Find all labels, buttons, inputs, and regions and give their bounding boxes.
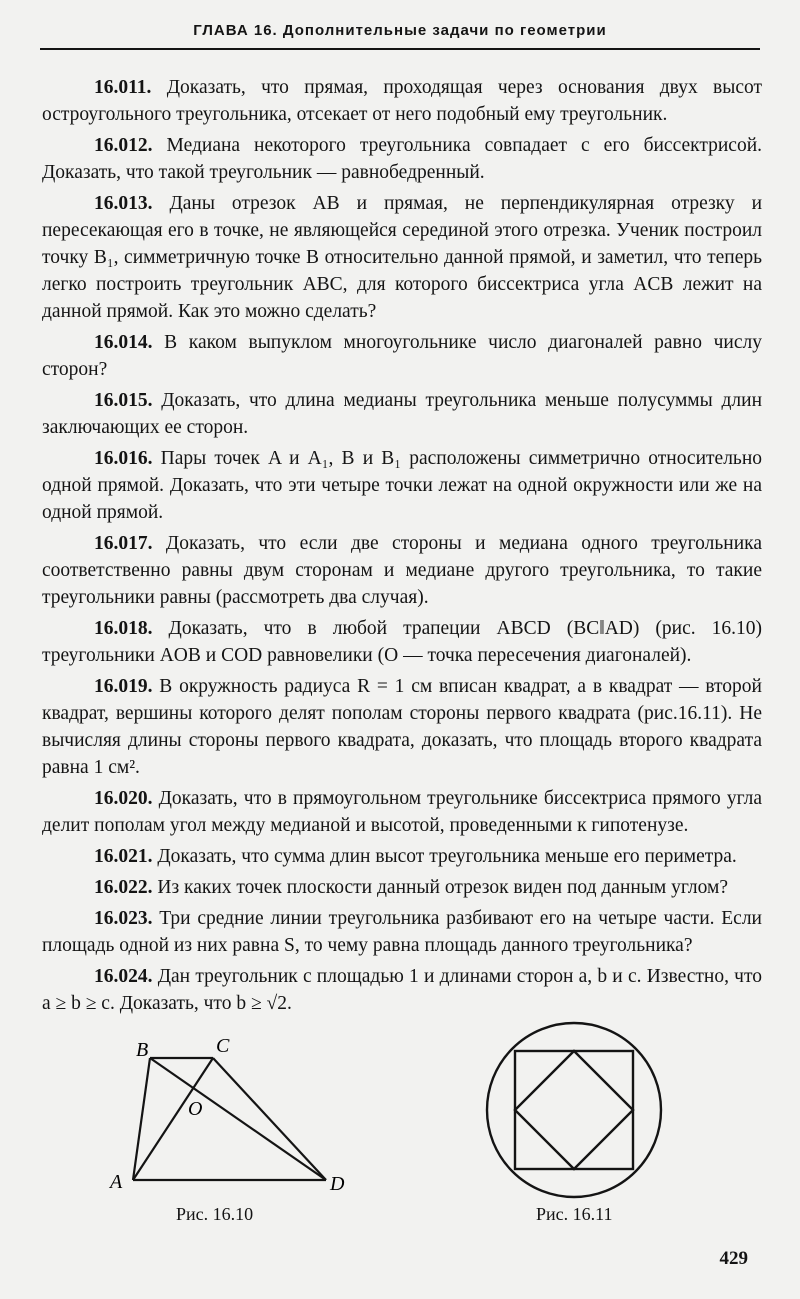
problem-16-020 <box>42 785 762 839</box>
problem-text: Медиана некоторого треугольника совпадает с его биссектрисой. Доказать, что такой треугольник — равнобедренный. <box>42 135 763 183</box>
problem-16-018 <box>42 615 762 669</box>
problem-text: В окружность радиуса R = 1 см вписан квадрат, а в квадрат — второй квадрат, вершины которого делят пополам стороны первого квадрата (рис.16.11). Не вычисляя длины стороны первого квадрата, доказать, что площадь второго квадрата равна 1 см². <box>42 676 762 778</box>
header-rule <box>40 48 760 50</box>
problem-number: 16.023. <box>94 908 153 929</box>
problem-16-012 <box>42 132 762 186</box>
problem-16-017 <box>42 530 762 611</box>
label-c: C <box>216 1038 230 1057</box>
problem-16-021 <box>42 843 762 870</box>
problem-text: Пары точек A и A₁, B и B₁ расположены симметрично относительно одной прямой. Доказать, что эти четыре точки лежат на одной окружности или же на одной прямой. <box>42 448 763 523</box>
problem-number: 16.017. <box>94 533 153 554</box>
chapter-header: ГЛАВА 16. Дополнительные задачи по геометрии <box>193 22 607 39</box>
problem-number: 16.021. <box>94 846 153 867</box>
problem-number: 16.015. <box>94 390 153 411</box>
problem-number: 16.012. <box>94 135 153 156</box>
problem-text: Из каких точек плоскости данный отрезок виден под данным углом? <box>157 877 729 898</box>
problem-16-016 <box>42 445 762 526</box>
label-b: B <box>136 1039 149 1061</box>
circle-squares-figure <box>484 1020 664 1200</box>
problem-text: В каком выпуклом многоугольнике число диагоналей равно числу сторон? <box>42 332 763 380</box>
circumscribed-circle <box>487 1023 661 1197</box>
problem-number: 16.020. <box>94 788 153 809</box>
problem-text: Даны отрезок AB и прямая, не перпендикулярная отрезку и пересекающая его в точке, не являющейся серединой этого отрезка. Ученик построил точку B₁, симметричную точке B относительно данной прямой, и заметил, что теперь легко построить треугольник ABC, для которого биссектриса угла ACB лежит на данной прямой. Как это можно сделать? <box>42 193 763 322</box>
problem-number: 16.024. <box>94 966 153 987</box>
problem-number: 16.011. <box>94 77 152 98</box>
problem-text: Доказать, что в прямоугольном треугольнике биссектриса прямого угла делит пополам угол между медианой и высотой, проведенными к гипотенузе. <box>42 788 763 836</box>
outer-square <box>515 1051 633 1169</box>
problem-16-022 <box>42 874 762 901</box>
problem-text: Три средние линии треугольника разбивают его на четыре части. Если площадь одной из них равна S, то чему равна площадь данного треугольника? <box>42 908 762 956</box>
problem-16-023 <box>42 905 762 959</box>
inner-square <box>515 1051 633 1169</box>
problem-number: 16.018. <box>94 618 153 639</box>
trapezoid-figure <box>100 1038 360 1198</box>
problem-text: Доказать, что если две стороны и медиана одного треугольника соответственно равны двум сторонам и медиане другого треугольника, то такие треугольники равны (рассмотреть два случая). <box>42 533 762 608</box>
trapezoid-side-cd <box>213 1058 326 1180</box>
problem-16-014 <box>42 329 762 383</box>
problem-list <box>42 74 762 1021</box>
label-o: O <box>188 1098 203 1120</box>
diagonal-bd <box>150 1058 326 1180</box>
problem-text: Дан треугольник с площадью 1 и длинами сторон a, b и c. Известно, что a ≥ b ≥ c. Доказать, что b ≥ √2. <box>42 966 762 1014</box>
problem-16-019 <box>42 673 762 781</box>
problem-number: 16.022. <box>94 877 153 898</box>
figures <box>0 1020 800 1240</box>
problem-number: 16.013. <box>94 193 153 214</box>
label-d: D <box>330 1173 345 1195</box>
problem-text: Доказать, что в любой трапеции ABCD (BC‖AD) (рис. 16.10) треугольники AOB и COD равновелики (O — точка пересечения диагоналей). <box>42 618 763 666</box>
figure-caption-16-10: Рис. 16.10 <box>176 1204 254 1224</box>
problem-16-011 <box>42 74 762 128</box>
problem-text: Доказать, что сумма длин высот треугольника меньше его периметра. <box>157 846 737 867</box>
problem-16-015 <box>42 387 762 441</box>
problem-number: 16.016. <box>94 448 153 469</box>
problem-16-024 <box>42 963 762 1017</box>
problem-number: 16.019. <box>94 676 153 697</box>
page-number: 429 <box>719 1248 748 1269</box>
trapezoid-side-ab <box>133 1058 150 1180</box>
problem-text: Доказать, что прямая, проходящая через основания двух высот остроугольного треугольника, отсекает от него подобный ему треугольник. <box>42 77 762 125</box>
problem-16-013 <box>42 190 762 325</box>
problem-text: Доказать, что длина медианы треугольника меньше полусуммы длин заключающих ее сторон. <box>42 390 762 438</box>
problem-number: 16.014. <box>94 332 153 353</box>
label-a: A <box>110 1171 123 1193</box>
figure-caption-16-11: Рис. 16.11 <box>536 1204 613 1224</box>
